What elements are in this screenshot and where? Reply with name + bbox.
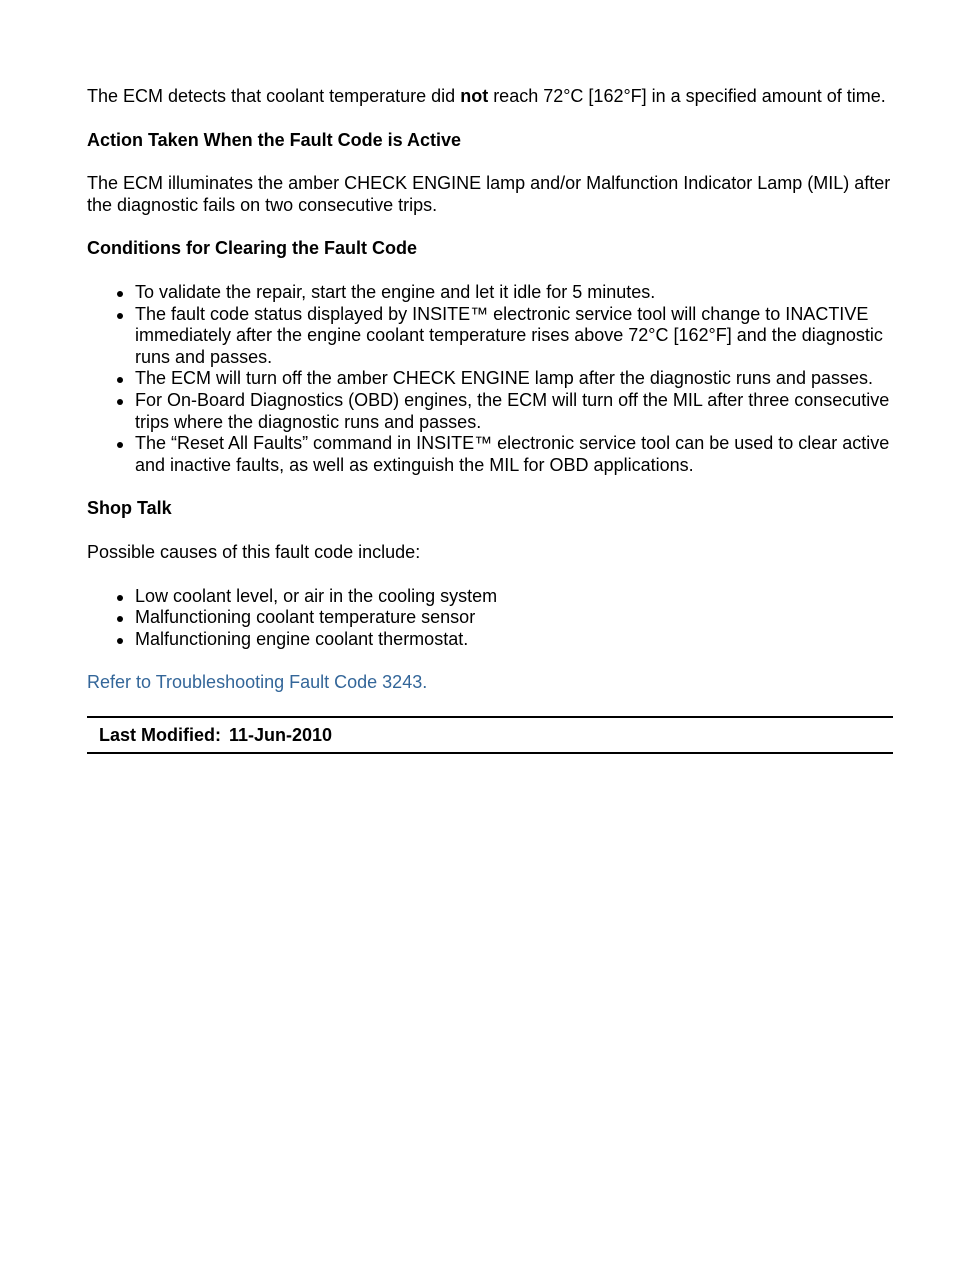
clearing-heading: Conditions for Clearing the Fault Code xyxy=(87,238,417,259)
shop-talk-heading: Shop Talk xyxy=(87,498,172,519)
last-modified-bar xyxy=(87,716,893,755)
intro-text-2: reach 72°C [162°F] in a specified amount of time. xyxy=(488,86,886,106)
refer-paragraph xyxy=(87,672,893,694)
list-item: Malfunctioning coolant temperature sensor xyxy=(135,607,893,629)
intro-bold-not: not xyxy=(460,86,489,106)
clearing-list xyxy=(87,282,893,476)
last-modified-date: 11-Jun-2010 xyxy=(229,724,333,745)
shop-talk-intro: Possible causes of this fault code include: xyxy=(87,541,421,562)
list-item: For On-Board Diagnostics (OBD) engines, the ECM will turn off the MIL after three consecutive trips where the diagnostic runs and passes. xyxy=(135,390,893,433)
intro-paragraph xyxy=(87,86,893,108)
causes-list xyxy=(87,586,893,651)
intro-text-1: The ECM detects that coolant temperature did xyxy=(87,86,461,106)
list-item: The “Reset All Faults” command in INSITE™ electronic service tool can be used to clear active and inactive faults, as well as extinguish the MIL for OBD applications. xyxy=(135,433,893,476)
list-item: To validate the repair, start the engine and let it idle for 5 minutes. xyxy=(135,282,893,304)
action-paragraph: The ECM illuminates the amber CHECK ENGINE lamp and/or Malfunction Indicator Lamp (MIL) after the diagnostic fails on two consecutive trips. xyxy=(87,173,891,215)
list-item: The fault code status displayed by INSITE™ electronic service tool will change to INACTIVE immediately after the engine coolant temperature rises above 72°C [162°F] and the diagnostic runs and passes. xyxy=(135,304,893,369)
document-page xyxy=(87,86,893,754)
list-item: Malfunctioning engine coolant thermostat. xyxy=(135,629,893,651)
action-heading: Action Taken When the Fault Code is Active xyxy=(87,129,462,150)
refer-link[interactable]: Refer to Troubleshooting Fault Code 3243. xyxy=(87,672,428,693)
list-item: The ECM will turn off the amber CHECK ENGINE lamp after the diagnostic runs and passes. xyxy=(135,368,893,390)
last-modified-label: Last Modified: xyxy=(99,724,221,745)
list-item: Low coolant level, or air in the cooling system xyxy=(135,586,893,608)
